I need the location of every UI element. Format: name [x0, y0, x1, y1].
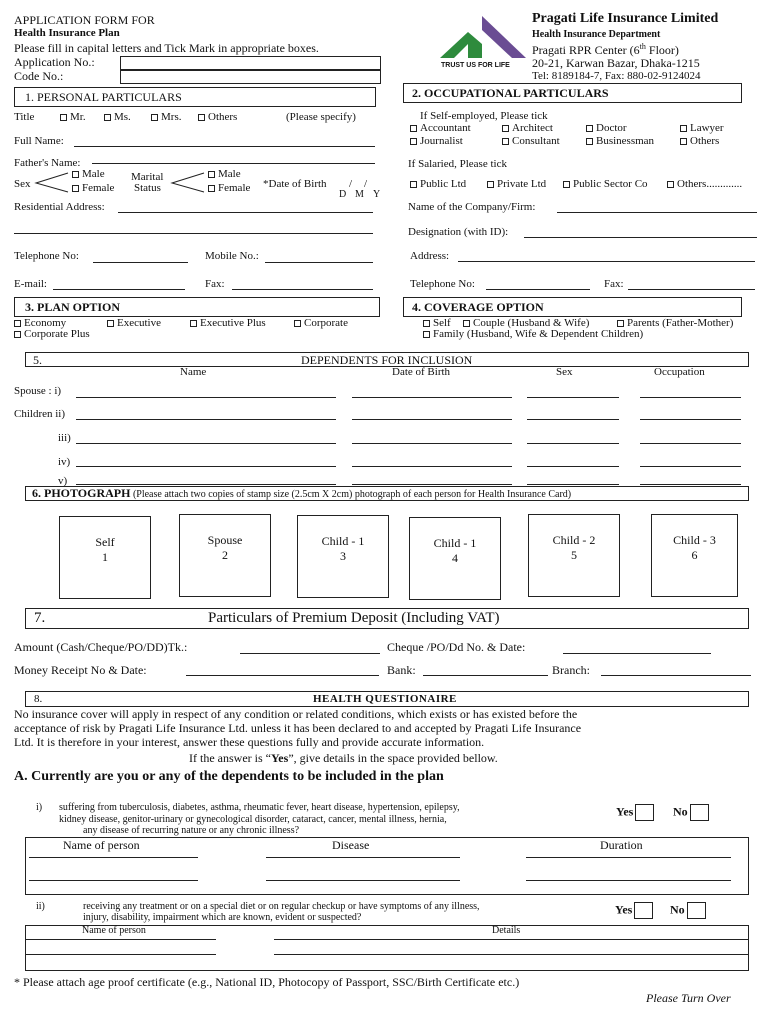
dob-slash-2: / [364, 178, 368, 190]
occ-accountant[interactable]: Accountant [410, 122, 471, 134]
marital-bracket [170, 170, 206, 194]
dep-sex-field[interactable] [527, 466, 619, 467]
company-address: 20-21, Karwan Bazar, Dhaka-1215 [532, 56, 700, 70]
health-para-1: No insurance cover will apply in respect of any condition or related conditions, which exists or has existed before the [14, 707, 578, 721]
emp-public-ltd[interactable]: Public Ltd [410, 178, 466, 190]
department-name: Health Insurance Department [532, 29, 661, 40]
section-dependents-title: 5. DEPENDENTS FOR INCLUSION [25, 352, 749, 367]
company-name-field[interactable] [557, 212, 757, 213]
logo-purple-shape [482, 16, 526, 58]
dep-name-field[interactable] [76, 419, 336, 420]
dep-sex-field[interactable] [527, 419, 619, 420]
application-no-field[interactable] [120, 56, 381, 70]
coverage-parents[interactable]: Parents (Father-Mother) [617, 317, 733, 329]
q1-no-checkbox[interactable] [690, 804, 709, 821]
section-a-heading: A. Currently are you or any of the dependents to be included in the plan [14, 769, 444, 784]
t2-details-field[interactable] [274, 954, 748, 955]
res-address-label: Residential Address: [14, 201, 105, 213]
dob-slash-1: / [349, 178, 353, 190]
q1-text-3: any disease of recurring nature or any chronic illness? [83, 825, 300, 836]
self-employed-label: If Self-employed, Please tick [420, 110, 548, 122]
emp-private-ltd[interactable]: Private Ltd [487, 178, 546, 190]
company-tel-fax: Tel: 8189184-7, Fax: 880-02-9124024 [532, 70, 701, 82]
dep-col-sex: Sex [556, 366, 573, 378]
q2-text-1: receiving any treatment or on a special diet or on regular checkup or have symptoms of any illness, [83, 901, 480, 912]
branch-field[interactable] [601, 675, 751, 676]
occ-consultant[interactable]: Consultant [502, 135, 560, 147]
sex-female-option[interactable]: Female [72, 182, 114, 194]
photo-box-child-1b[interactable]: Child - 1 4 [409, 517, 501, 600]
q1-yes[interactable]: Yes [616, 804, 654, 821]
telephone-field[interactable] [93, 262, 188, 263]
form-heading: APPLICATION FORM FOR [14, 13, 155, 27]
mobile-label: Mobile No.: [205, 250, 259, 262]
dob-y: Y [373, 189, 381, 200]
t2-details-field[interactable] [274, 939, 748, 940]
dep-row-label: Children ii) [14, 408, 66, 420]
q1-number: i) [36, 802, 43, 813]
marital-label-2: Status [134, 182, 161, 194]
t2-name-field[interactable] [26, 939, 216, 940]
company-name-label: Name of the Company/Firm: [408, 201, 536, 213]
fax-field[interactable] [232, 289, 373, 290]
amount-field[interactable] [240, 653, 380, 654]
t1-disease-field[interactable] [266, 880, 460, 881]
sex-bracket [34, 170, 70, 194]
dep-name-field[interactable] [76, 443, 336, 444]
fax-label: Fax: [205, 278, 225, 290]
marital-female-option[interactable]: Female [208, 182, 250, 194]
email-label: E-mail: [14, 278, 47, 290]
occ-fax-label: Fax: [604, 278, 624, 290]
code-no-field[interactable] [120, 70, 381, 84]
section-coverage-title: 4. COVERAGE OPTION [403, 297, 742, 317]
plan-name: Health Insurance Plan [14, 27, 120, 39]
receipt-field[interactable] [186, 675, 379, 676]
plan-corporate[interactable]: Corporate [294, 317, 348, 329]
salaried-label: If Salaried, Please tick [408, 158, 507, 170]
t1-col-duration: Duration [600, 838, 643, 852]
health-para-2: acceptance of risk by Pragati Life Insurance Ltd. unless it has been declared to and accepted by Pragati Life Insurance [14, 721, 582, 735]
res-address-field-1[interactable] [118, 212, 373, 213]
t1-col-name: Name of person [63, 838, 140, 852]
dep-col-occupation: Occupation [654, 366, 705, 378]
bank-field[interactable] [423, 675, 548, 676]
dep-occupation-field[interactable] [640, 484, 741, 485]
mobile-field[interactable] [265, 262, 373, 263]
designation-field[interactable] [524, 237, 757, 238]
title-ms-option[interactable]: Ms. [104, 111, 131, 123]
photo-box-child-3[interactable]: Child - 3 6 [651, 514, 738, 597]
dep-name-field[interactable] [76, 484, 336, 485]
full-name-label: Full Name: [14, 135, 64, 147]
marital-male-option[interactable]: Male [208, 168, 241, 180]
please-turn-over: Please Turn Over [646, 991, 731, 1005]
dep-occupation-field[interactable] [640, 397, 741, 398]
cheque-field[interactable] [563, 653, 711, 654]
dob-m: M [355, 189, 364, 200]
full-name-field[interactable] [74, 146, 375, 147]
bank-label: Bank: [387, 663, 416, 677]
res-address-field-2[interactable] [14, 233, 373, 234]
q2-no-checkbox[interactable] [687, 902, 706, 919]
logo-tagline: TRUST US FOR LIFE [441, 62, 510, 69]
dep-dob-field[interactable] [352, 466, 512, 467]
dep-col-name: Name [180, 366, 207, 378]
t1-col-disease: Disease [332, 838, 370, 852]
section-occupational-title: 2. OCCUPATIONAL PARTICULARS [403, 83, 742, 103]
title-please-specify: (Please specify) [286, 111, 356, 123]
dep-occupation-field[interactable] [640, 466, 741, 467]
branch-label: Branch: [552, 663, 590, 677]
title-label: Title [14, 111, 35, 123]
code-no-label: Code No.: [14, 69, 64, 83]
dep-sex-field[interactable] [527, 397, 619, 398]
t2-col-details: Details [492, 925, 521, 936]
company-center: Pragati RPR Center (6th Floor) [532, 42, 679, 57]
section-premium-title: 7. Particulars of Premium Deposit (Including VAT) [25, 608, 749, 629]
age-proof-footnote: * Please attach age proof certificate (e.g., National ID, Photocopy of Passport, SSC/Birth Certificate etc.) [14, 975, 520, 989]
occ-doctor[interactable]: Doctor [586, 122, 627, 134]
amount-label: Amount (Cash/Cheque/PO/DD)Tk.: [14, 640, 188, 654]
q1-no[interactable]: No [673, 804, 709, 821]
q2-number: ii) [36, 901, 45, 912]
t1-duration-field[interactable] [526, 880, 731, 881]
section-health-title: 8. HEALTH QUESTIONAIRE [25, 691, 749, 707]
t1-disease-field[interactable] [266, 857, 460, 858]
email-field[interactable] [53, 289, 185, 290]
photo-box-spouse[interactable]: Spouse 2 [179, 514, 271, 597]
dep-dob-field[interactable] [352, 443, 512, 444]
occ-address-field[interactable] [458, 261, 755, 262]
health-para-3: Ltd. It is therefore in your interest, answer these questions fully and provide accurate information. [14, 735, 485, 749]
photo-box-child-1[interactable]: Child - 1 3 [297, 515, 389, 598]
plan-corporate-plus[interactable]: Corporate Plus [14, 328, 90, 340]
designation-label: Designation (with ID): [408, 226, 509, 238]
emp-others[interactable]: Others............. [667, 178, 742, 190]
instruction-text: Please fill in capital letters and Tick Mark in appropriate boxes. [14, 41, 319, 55]
plan-executive-plus[interactable]: Executive Plus [190, 317, 266, 329]
photo-box-child-2[interactable]: Child - 2 5 [528, 514, 620, 597]
dep-name-field[interactable] [76, 466, 336, 467]
q1-text-2: kidney disease, genitor-urinary or gynecological disorder, cataract, cancer, mental illness, hernia, [59, 814, 447, 825]
occ-lawyer[interactable]: Lawyer [680, 122, 724, 134]
dep-name-field[interactable] [76, 397, 336, 398]
sex-label: Sex [14, 178, 31, 190]
company-name: Pragati Life Insurance Limited [532, 11, 719, 26]
title-others-option[interactable]: Others [198, 111, 237, 123]
q2-yes-checkbox[interactable] [634, 902, 653, 919]
q1-yes-checkbox[interactable] [635, 804, 654, 821]
dob-d: D [339, 189, 347, 200]
section-plan-title: 3. PLAN OPTION [14, 297, 380, 317]
section-personal-title: 1. PERSONAL PARTICULARS [14, 87, 376, 107]
telephone-label: Telephone No: [14, 250, 79, 262]
q2-no[interactable]: No [670, 902, 706, 919]
cheque-label: Cheque /PO/Dd No. & Date: [387, 640, 526, 654]
fathers-name-label: Father's Name: [14, 157, 81, 169]
occ-address-label: Address: [410, 250, 450, 262]
t1-duration-field[interactable] [526, 857, 731, 858]
dep-dob-field[interactable] [352, 484, 512, 485]
q2-yes[interactable]: Yes [615, 902, 653, 919]
occ-journalist[interactable]: Journalist [410, 135, 463, 147]
receipt-label: Money Receipt No & Date: [14, 663, 147, 677]
plan-economy[interactable]: Economy [14, 317, 66, 329]
title-mr-option[interactable]: Mr. [60, 111, 86, 123]
dep-dob-field[interactable] [352, 419, 512, 420]
coverage-self[interactable]: Self [423, 317, 451, 329]
application-no-label: Application No.: [14, 55, 95, 69]
t2-col-name: Name of person [82, 925, 146, 936]
fathers-name-field[interactable] [92, 163, 375, 164]
dep-row-label: v) [58, 475, 68, 487]
dep-row-label: iii) [58, 432, 71, 444]
q2-text-2: injury, disability, impairment which are known, evident or suspected? [83, 912, 362, 923]
title-mrs-option[interactable]: Mrs. [151, 111, 181, 123]
emp-public-sector[interactable]: Public Sector Co [563, 178, 648, 190]
occ-fax-field[interactable] [628, 289, 755, 290]
dep-occupation-field[interactable] [640, 443, 741, 444]
logo-green-stem [468, 44, 482, 58]
dep-sex-field[interactable] [527, 484, 619, 485]
marital-label-1: Marital [131, 171, 164, 183]
occ-others[interactable]: Others [680, 135, 719, 147]
occ-businessman[interactable]: Businessman [586, 135, 654, 147]
occ-architect[interactable]: Architect [502, 122, 553, 134]
dep-row-label: Spouse : i) [14, 385, 62, 397]
section-photograph-title: 6. PHOTOGRAPH (Please attach two copies of stamp size (2.5cm X 2cm) photograph of each person for Health Insurance Card) [25, 486, 749, 501]
t1-name-field[interactable] [29, 880, 198, 881]
occ-telephone-label: Telephone No: [410, 278, 475, 290]
coverage-family[interactable]: Family (Husband, Wife & Dependent Children) [423, 328, 643, 340]
occ-telephone-field[interactable] [486, 289, 590, 290]
plan-executive[interactable]: Executive [107, 317, 161, 329]
q1-text-1: suffering from tuberculosis, diabetes, asthma, rheumatic fever, heart disease, hypertension, epilepsy, [59, 802, 460, 813]
t2-name-field[interactable] [26, 954, 216, 955]
sex-male-option[interactable]: Male [72, 168, 105, 180]
dep-occupation-field[interactable] [640, 419, 741, 420]
photo-box-self[interactable]: Self 1 [59, 516, 151, 599]
dep-dob-field[interactable] [352, 397, 512, 398]
health-if-answer: If the answer is “Yes”, give details in the space provided bellow. [189, 751, 498, 765]
dep-sex-field[interactable] [527, 443, 619, 444]
dep-col-dob: Date of Birth [392, 366, 451, 378]
coverage-couple[interactable]: Couple (Husband & Wife) [463, 317, 589, 329]
dep-row-label: iv) [58, 456, 71, 468]
t1-name-field[interactable] [29, 857, 198, 858]
dob-label: *Date of Birth [263, 178, 327, 190]
